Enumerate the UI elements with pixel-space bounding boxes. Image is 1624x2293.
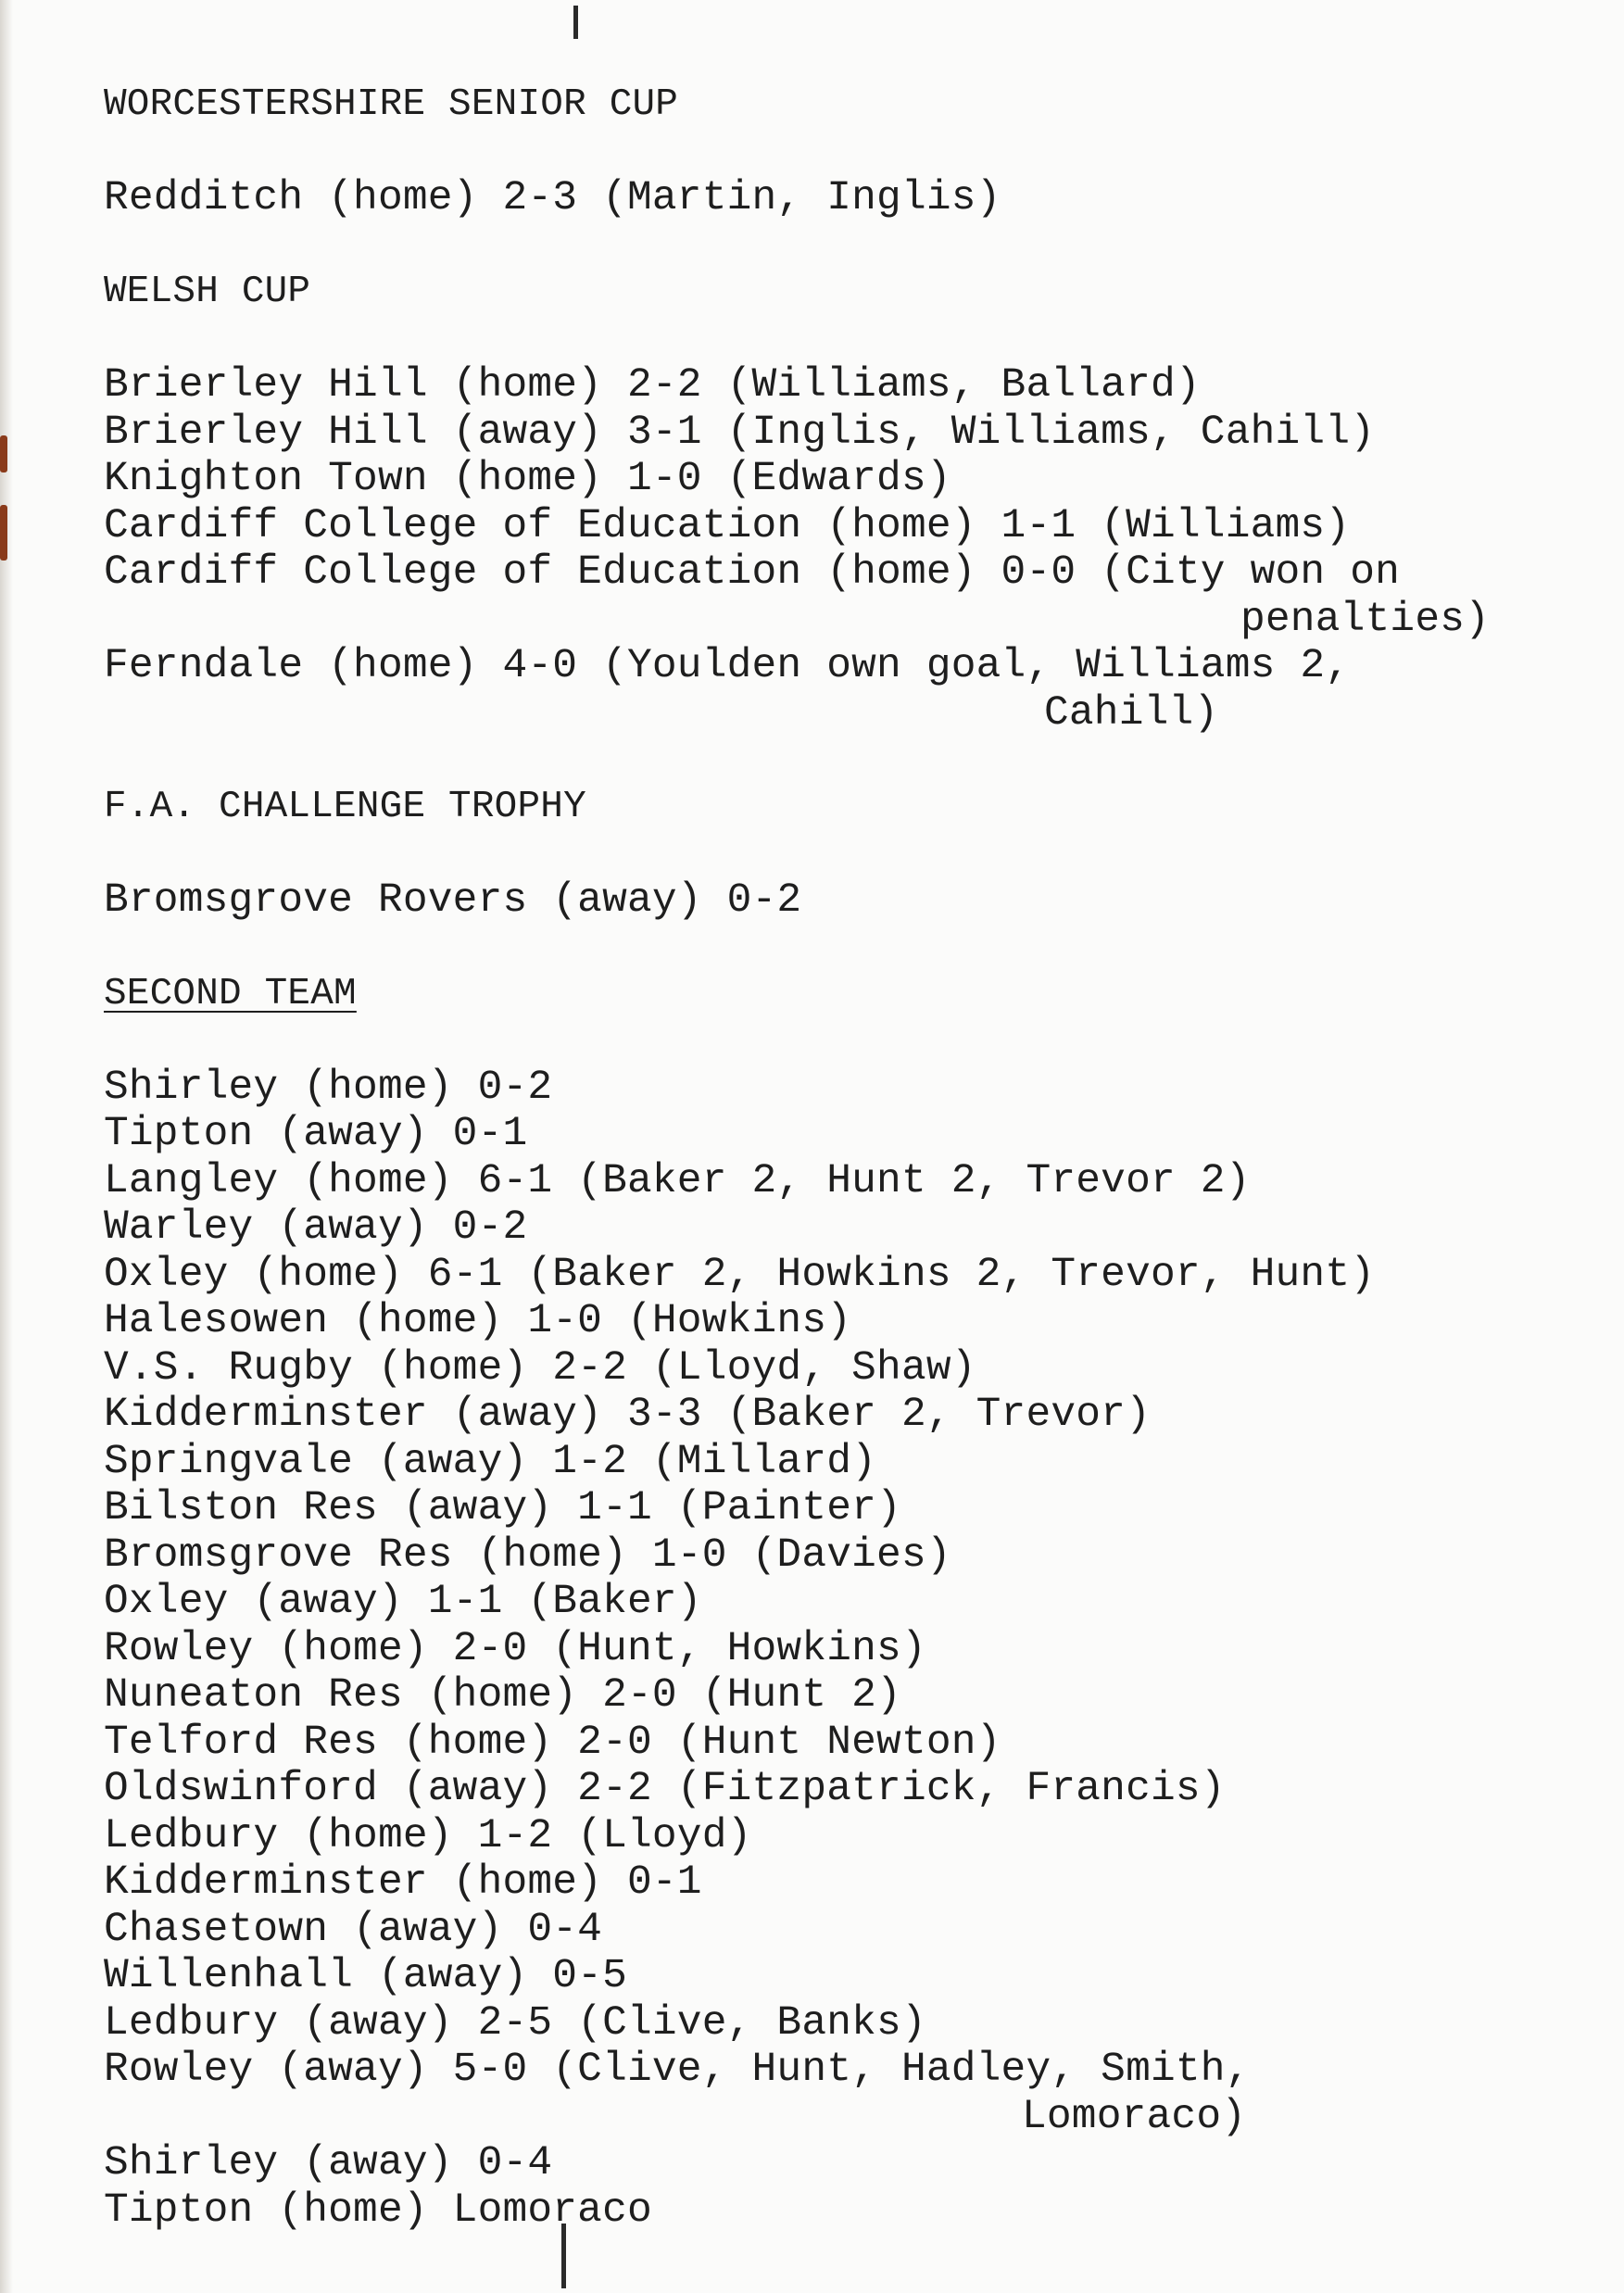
spacer [104,924,1586,971]
result-line: Knighton Town (home) 1-0 (Edwards) [104,456,951,502]
paper-stain [0,435,7,472]
result-line: Bromsgrove Rovers (away) 0-2 [104,876,802,924]
spacer [104,316,1586,363]
result-line: V.S. Rugby (home) 2-2 (Lloyd, Shaw) [104,1344,976,1392]
result-line: Brierley Hill (home) 2-2 (Williams, Ballard) [104,362,1201,409]
result-line-continuation: Lomoraco) [1022,2093,1247,2140]
result-line: Springvale (away) 1-2 (Millard) [104,1438,877,1485]
result-line: Oldswinford (away) 2-2 (Fitzpatrick, Francis) [104,1766,1226,1812]
result-line: Warley (away) 0-2 [104,1204,528,1251]
result-line: Cardiff College of Education (home) 1-1 (Williams) [104,502,1351,549]
result-line: Willenhall (away) 0-5 [104,1953,627,1999]
result-line: Rowley (away) 5-0 (Clive, Hunt, Hadley, Smith, [104,2047,1251,2093]
results-list [104,82,1586,2234]
result-line: Bilston Res (away) 1-1 (Painter) [104,1485,901,1531]
result-line: Brierley Hill (away) 3-1 (Inglis, Williams, Cahill) [104,409,1376,456]
result-line: Ferndale (home) 4-0 (Youlden own goal, Williams 2, [104,643,1351,689]
result-line: Ledbury (away) 2-5 (Clive, Banks) [104,1999,926,2047]
result-line: Langley (home) 6-1 (Baker 2, Hunt 2, Trevor 2) [104,1157,1251,1204]
result-line: Shirley (home) 0-2 [104,1064,553,1111]
result-line: Halesowen (home) 1-0 (Howkins) [104,1298,852,1344]
spacer [104,737,1586,784]
paper-stain [0,505,7,561]
spacer [104,222,1586,270]
section-heading-second-team: SECOND TEAM [104,972,357,1015]
fold-mark-top [573,6,578,39]
result-line: Redditch (home) 2-3 (Martin, Inglis) [104,175,1001,221]
result-line: Shirley (away) 0-4 [104,2140,553,2186]
result-line: Ledbury (home) 1-2 (Lloyd) [104,1812,752,1859]
section-heading-worcestershire-senior-cup: WORCESTERSHIRE SENIOR CUP [104,83,679,126]
spacer [104,1017,1586,1065]
section-heading-fa-challenge-trophy: F.A. CHALLENGE TROPHY [104,785,586,828]
result-line: Tipton (away) 0-1 [104,1111,528,1157]
result-line-continuation: Cahill) [1044,689,1219,737]
result-line: Nuneaton Res (home) 2-0 (Hunt 2) [104,1672,901,1719]
result-line: Oxley (away) 1-1 (Baker) [104,1579,702,1625]
section-heading-welsh-cup: WELSH CUP [104,271,311,313]
spacer [104,830,1586,877]
result-line: Chasetown (away) 0-4 [104,1906,603,1953]
result-line: Bromsgrove Res (home) 1-0 (Davies) [104,1531,951,1579]
spacer [104,129,1586,176]
result-line-continuation: penalties) [1240,596,1491,643]
result-line: Oxley (home) 6-1 (Baker 2, Howkins 2, Trevor, Hunt) [104,1251,1376,1298]
section-heading-row [104,971,1586,1018]
result-line: Kidderminster (away) 3-3 (Baker 2, Trevor) [104,1392,1151,1438]
result-line: Cardiff College of Education (home) 0-0 (City won on [104,549,1401,596]
result-line: Tipton (home) Lomoraco [104,2186,652,2234]
paper-edge-shadow [0,0,13,2293]
result-line: Rowley (home) 2-0 (Hunt, Howkins) [104,1625,926,1672]
result-line: Telford Res (home) 2-0 (Hunt Newton) [104,1719,1001,1766]
result-line: Kidderminster (home) 0-1 [104,1859,702,1906]
